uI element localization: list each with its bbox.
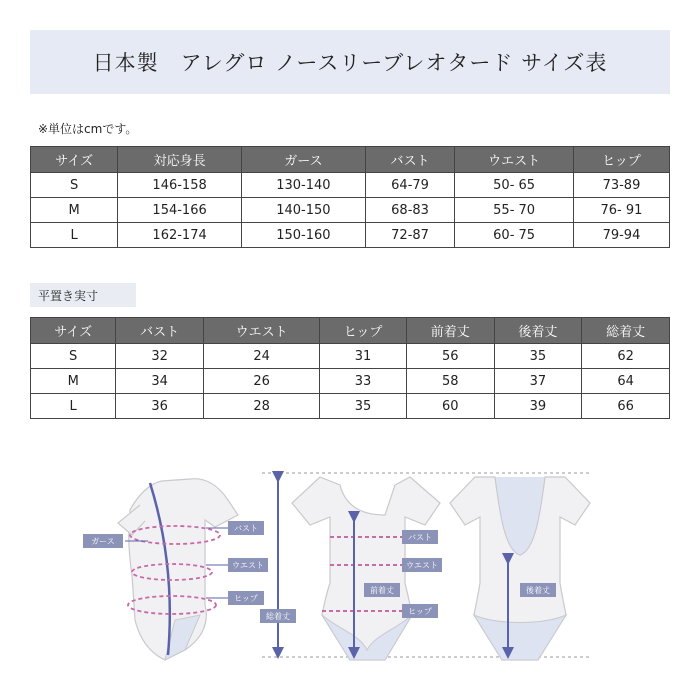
table-row — [31, 223, 670, 248]
table-cell: 56 — [406, 344, 494, 369]
table-cell: 55- 70 — [455, 198, 574, 223]
title-band — [30, 30, 670, 94]
table-cell: 60 — [406, 394, 494, 419]
table-row — [31, 369, 670, 394]
size-table-header-row — [31, 147, 670, 173]
flat-table-header-row — [31, 318, 670, 344]
hip-label: ヒップ — [234, 594, 258, 603]
header-front-length: 前着丈 — [406, 318, 494, 344]
header-size: サイズ — [31, 318, 116, 344]
flat-measurement-label: 平置き実寸 — [30, 283, 136, 307]
header-back-length: 後着丈 — [494, 318, 582, 344]
flat-measurement-table — [30, 317, 670, 419]
table-cell: 37 — [494, 369, 582, 394]
table-cell: 58 — [406, 369, 494, 394]
girth-label: ガース — [91, 537, 115, 546]
header-bust: バスト — [116, 318, 204, 344]
table-row — [31, 394, 670, 419]
table-cell: S — [31, 173, 118, 198]
table-cell: 36 — [116, 394, 204, 419]
front-length-label: 前着丈 — [370, 586, 394, 595]
table-cell: 39 — [494, 394, 582, 419]
table-cell: 32 — [116, 344, 204, 369]
table-cell: 35 — [494, 344, 582, 369]
table-cell: 35 — [320, 394, 407, 419]
table-cell: 66 — [582, 394, 670, 419]
table-cell: 26 — [204, 369, 320, 394]
table-row — [31, 344, 670, 369]
header-waist: ウエスト — [204, 318, 320, 344]
unit-note: ※単位はcmです。 — [38, 122, 138, 136]
measurement-diagram — [0, 455, 700, 700]
leotard-side-illustration — [83, 479, 268, 660]
table-row — [31, 198, 670, 223]
table-cell: 28 — [204, 394, 320, 419]
table-cell: 140-150 — [241, 198, 365, 223]
waist-label: ウエスト — [232, 561, 264, 570]
table-cell: 64-79 — [365, 173, 455, 198]
leotard-front-illustration — [292, 477, 442, 660]
header-height: 対応身長 — [118, 147, 242, 173]
header-hip: ヒップ — [320, 318, 407, 344]
table-cell: 72-87 — [365, 223, 455, 248]
table-cell: 24 — [204, 344, 320, 369]
table-cell: S — [31, 344, 116, 369]
front-bust-label: バスト — [408, 533, 432, 542]
table-cell: 79-94 — [573, 223, 669, 248]
front-waist-label: ウエスト — [406, 561, 438, 570]
table-row — [31, 173, 670, 198]
table-cell: 73-89 — [573, 173, 669, 198]
table-cell: 31 — [320, 344, 407, 369]
table-cell: 146-158 — [118, 173, 242, 198]
table-cell: 68-83 — [365, 198, 455, 223]
table-cell: L — [31, 223, 118, 248]
front-hip-label: ヒップ — [408, 607, 432, 616]
table-cell: 50- 65 — [455, 173, 574, 198]
header-size: サイズ — [31, 147, 118, 173]
table-cell: M — [31, 369, 116, 394]
total-length-label: 総着丈 — [266, 612, 290, 621]
header-hip: ヒップ — [573, 147, 669, 173]
page-title: 日本製 アレグロ ノースリーブレオタード サイズ表 — [92, 51, 608, 75]
table-cell: 162-174 — [118, 223, 242, 248]
table-cell: 34 — [116, 369, 204, 394]
table-cell: 154-166 — [118, 198, 242, 223]
table-cell: 76- 91 — [573, 198, 669, 223]
header-total-length: 総着丈 — [582, 318, 670, 344]
table-cell: 62 — [582, 344, 670, 369]
back-length-label: 後着丈 — [526, 586, 550, 595]
header-girth: ガース — [241, 147, 365, 173]
table-cell: L — [31, 394, 116, 419]
header-bust: バスト — [365, 147, 455, 173]
table-cell: 33 — [320, 369, 407, 394]
table-cell: 150-160 — [241, 223, 365, 248]
table-cell: 60- 75 — [455, 223, 574, 248]
leotard-back-illustration — [450, 477, 590, 660]
table-cell: 64 — [582, 369, 670, 394]
size-table — [30, 146, 670, 248]
table-cell: 130-140 — [241, 173, 365, 198]
header-waist: ウエスト — [455, 147, 574, 173]
table-cell: M — [31, 198, 118, 223]
bust-label: バスト — [234, 524, 258, 533]
